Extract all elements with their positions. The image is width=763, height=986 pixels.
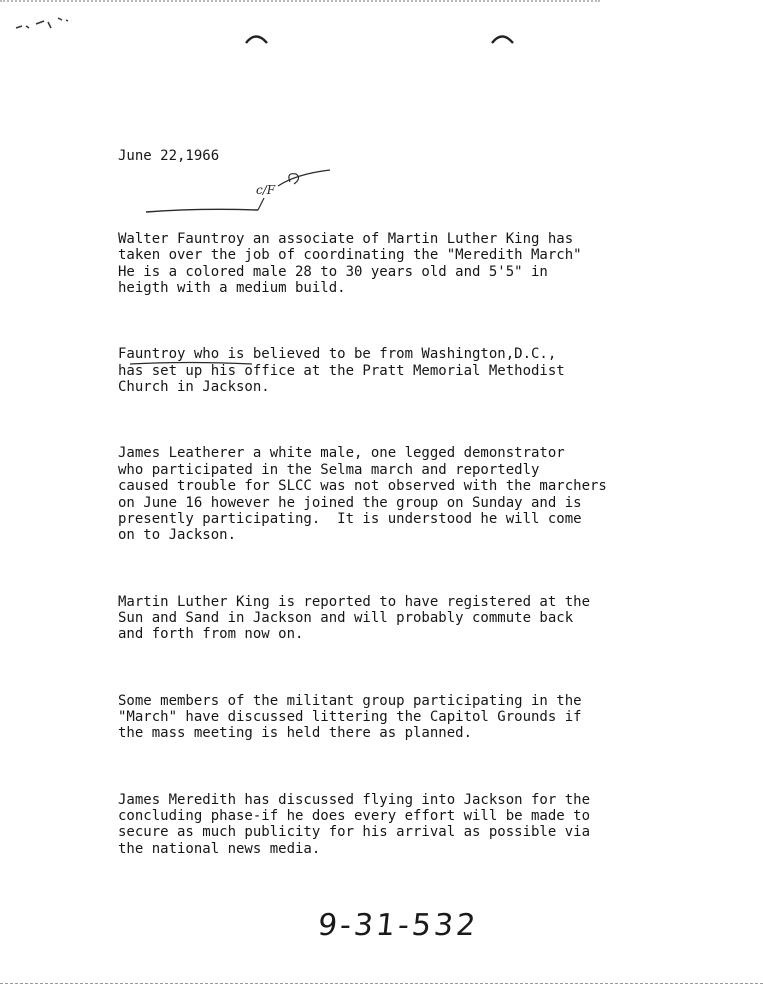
punch-mark-left <box>244 32 270 46</box>
handwritten-file-number: 9-31-532 <box>316 908 481 943</box>
annotation-initials: c/F <box>256 183 276 197</box>
paragraph-3: James Leatherer a white male, one legged demonstrator who participated in the Selma march and reportedly caused trouble for SLCC was not observed with the marchers on June 16 however he joined the group on Sunday and is presently participating. It is understood he will come on to Jackson. <box>118 445 607 544</box>
corner-speckle-mark <box>14 14 74 36</box>
top-border-dots <box>0 0 600 2</box>
paragraph-2: Fauntroy who is believed to be from Washington,D.C., has set up his office at the Pratt Memorial Methodist Church in Jackson. <box>118 346 565 396</box>
bottom-border-dashes <box>0 983 763 984</box>
document-date: June 22,1966 <box>118 148 220 164</box>
paragraph-5: Some members of the militant group participating in the "March" have discussed littering the Capitol Grounds if the mass meeting is held there as planned. <box>118 692 582 742</box>
paragraph-1: Walter Fauntroy an associate of Martin Luther King has taken over the job of coordinating the "Meredith March" He is a colored male 28 to 30 years old and 5'5" in heigth with a medium build. <box>118 230 582 297</box>
paragraph-6: James Meredith has discussed flying into Jackson for the concluding phase-if he does every effort will be made to secure as much publicity for his arrival as possible via the national news media. <box>118 791 591 857</box>
punch-mark-right <box>490 32 516 46</box>
paragraph-4: Martin Luther King is reported to have registered at the Sun and Sand in Jackson and will probably commute back and forth from now on. <box>118 593 591 643</box>
document-body <box>118 198 748 907</box>
